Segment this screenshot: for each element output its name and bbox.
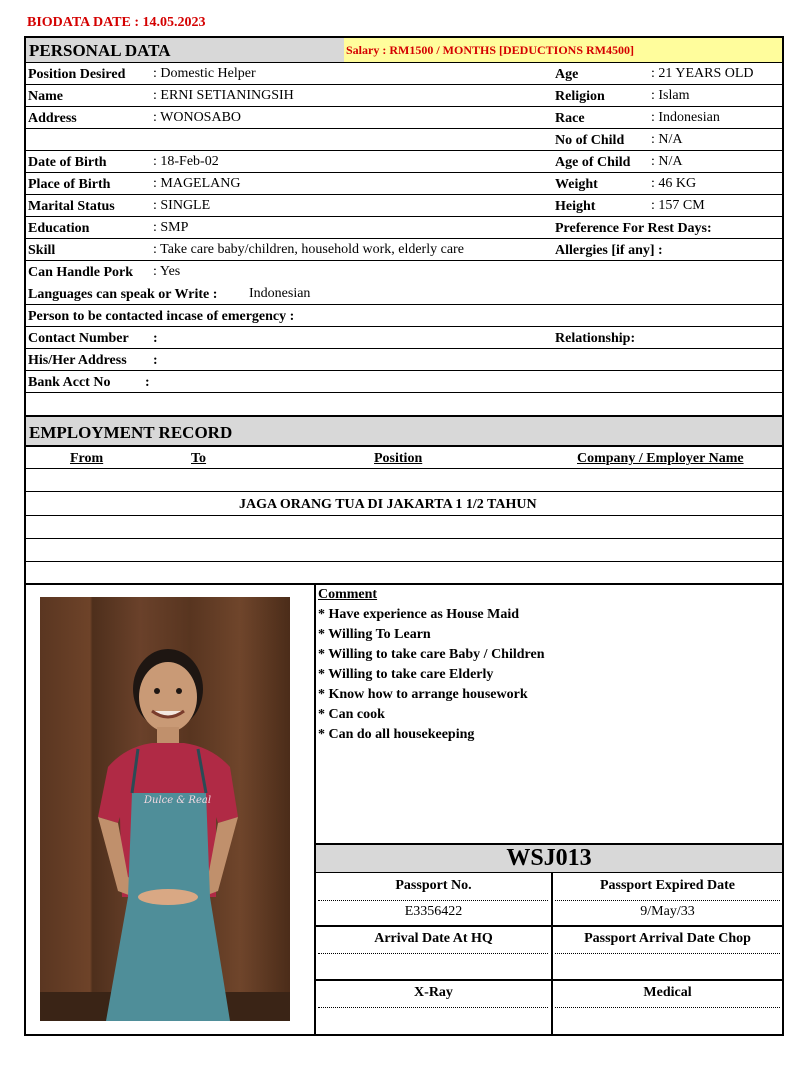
- emergency-label: Person to be contacted incase of emergency :: [28, 309, 295, 324]
- position-desired-label: Position Desired: [28, 67, 126, 82]
- allergies-label: Allergies [if any] :: [555, 243, 663, 258]
- candidate-code: WSJ013: [506, 845, 592, 871]
- employment-row: [26, 539, 782, 562]
- info-row: [26, 129, 782, 151]
- place-of-birth-value: : MAGELANG: [153, 176, 241, 191]
- education-value: : SMP: [153, 220, 189, 235]
- age-of-child-label: Age of Child: [555, 155, 631, 170]
- weight-value: : 46 KG: [651, 176, 697, 191]
- info-row: [26, 283, 782, 305]
- passport-expiry-label: Passport Expired Date: [599, 878, 736, 893]
- col-company: Company / Employer Name: [577, 451, 744, 466]
- dotted-line: [555, 1007, 780, 1008]
- skill-value: : Take care baby/children, household work, elderly care: [153, 242, 464, 257]
- biodata-date: BIODATA DATE : 14.05.2023: [27, 15, 206, 30]
- employment-record-text: JAGA ORANG TUA DI JAKARTA 1 1/2 TAHUN: [239, 497, 537, 512]
- passport-grid: [316, 873, 782, 1034]
- employment-column-headers: [26, 447, 782, 469]
- comment-item: * Can do all housekeeping: [318, 727, 475, 742]
- col-from: From: [70, 451, 104, 466]
- comment-item: * Willing to take care Elderly: [318, 667, 494, 682]
- dotted-line: [318, 1007, 548, 1008]
- info-row: [26, 305, 782, 327]
- contact-number-label: Contact Number: [28, 331, 129, 346]
- skill-label: Skill: [28, 243, 56, 258]
- employment-header: [26, 417, 782, 447]
- info-row: [26, 173, 782, 195]
- address-value: : WONOSABO: [153, 110, 242, 125]
- employment-title: EMPLOYMENT RECORD: [29, 423, 233, 442]
- rest-days-label: Preference For Rest Days:: [555, 221, 712, 236]
- salary-text: Salary : RM1500 / MONTHS [DEDUCTIONS RM4500]: [346, 43, 634, 57]
- info-row: [26, 261, 782, 283]
- bank-acct-label: Bank Acct No: [28, 375, 111, 390]
- pork-value: : Yes: [153, 264, 181, 279]
- col-position: Position: [374, 451, 423, 466]
- dotted-line: [318, 900, 548, 901]
- employment-row: [26, 492, 782, 516]
- candidate-photo: [40, 597, 290, 1021]
- religion-label: Religion: [555, 89, 605, 104]
- comment-item: * Willing to take care Baby / Children: [318, 647, 545, 662]
- employment-row: [26, 516, 782, 539]
- passport-no-value: E3356422: [404, 904, 463, 919]
- info-row: [26, 195, 782, 217]
- info-row: [26, 85, 782, 107]
- comment-item: * Can cook: [318, 707, 385, 722]
- grid-line: [316, 925, 782, 927]
- languages-value: Indonesian: [249, 286, 311, 301]
- pork-label: Can Handle Pork: [28, 265, 134, 280]
- age-label: Age: [555, 67, 579, 82]
- contact-number-colon: :: [153, 331, 158, 346]
- person-illustration: [40, 597, 290, 1021]
- info-row: [26, 107, 782, 129]
- dotted-line: [555, 900, 780, 901]
- comment-item: * Have experience as House Maid: [318, 607, 520, 622]
- age-value: : 21 YEARS OLD: [651, 66, 754, 81]
- info-row: [26, 217, 782, 239]
- dotted-line: [318, 953, 548, 954]
- address-label: Address: [28, 111, 77, 126]
- no-of-child-label: No of Child: [555, 133, 625, 148]
- grid-divider: [551, 873, 553, 1034]
- his-her-address-colon: :: [153, 353, 158, 368]
- comment-item: * Willing To Learn: [318, 627, 431, 642]
- info-row: [26, 239, 782, 261]
- xray-label: X-Ray: [414, 985, 453, 1000]
- place-of-birth-label: Place of Birth: [28, 177, 111, 192]
- apron-logo-text: Dulce & Real: [144, 795, 212, 806]
- salary-box: [344, 38, 782, 62]
- dob-value: : 18-Feb-02: [153, 154, 219, 169]
- passport-expiry-value: 9/May/33: [640, 904, 695, 919]
- no-of-child-value: : N/A: [651, 132, 683, 147]
- position-desired-value: : Domestic Helper: [153, 66, 256, 81]
- passport-no-label: Passport No.: [395, 878, 472, 893]
- employment-row: [26, 469, 782, 492]
- employment-row: [26, 562, 782, 585]
- relationship-label: Relationship:: [555, 331, 636, 346]
- medical-label: Medical: [643, 985, 692, 1000]
- arrival-date-label: Arrival Date At HQ: [374, 931, 493, 946]
- religion-value: : Islam: [651, 88, 690, 103]
- info-row: [26, 151, 782, 173]
- arrival-chop-label: Passport Arrival Date Chop: [584, 931, 751, 946]
- biodata-form: [24, 36, 784, 1036]
- info-row: [26, 349, 782, 371]
- col-to: To: [191, 451, 207, 466]
- height-label: Height: [555, 199, 596, 214]
- bank-acct-colon: :: [145, 375, 150, 390]
- race-value: : Indonesian: [651, 110, 720, 125]
- personal-data-title: PERSONAL DATA: [29, 41, 171, 60]
- languages-label: Languages can speak or Write :: [28, 287, 218, 302]
- info-row: [26, 63, 782, 85]
- marital-status-label: Marital Status: [28, 199, 115, 214]
- blank-row: [26, 393, 782, 417]
- name-value: : ERNI SETIANINGSIH: [153, 88, 294, 103]
- marital-status-value: : SINGLE: [153, 198, 211, 213]
- education-label: Education: [28, 221, 90, 236]
- race-label: Race: [555, 111, 585, 126]
- dob-label: Date of Birth: [28, 155, 107, 170]
- code-bar: [316, 843, 782, 873]
- info-row: [26, 327, 782, 349]
- comment-item: * Know how to arrange housework: [318, 687, 528, 702]
- dotted-line: [555, 953, 780, 954]
- his-her-address-label: His/Her Address: [28, 353, 127, 368]
- personal-data-header: [26, 38, 782, 63]
- bottom-section: [26, 585, 782, 1034]
- grid-line: [316, 979, 782, 981]
- comment-title: Comment: [318, 587, 378, 602]
- weight-label: Weight: [555, 177, 598, 192]
- info-row: [26, 371, 782, 393]
- comment-box: [316, 585, 782, 843]
- name-label: Name: [28, 89, 63, 104]
- height-value: : 157 CM: [651, 198, 705, 213]
- age-of-child-value: : N/A: [651, 154, 683, 169]
